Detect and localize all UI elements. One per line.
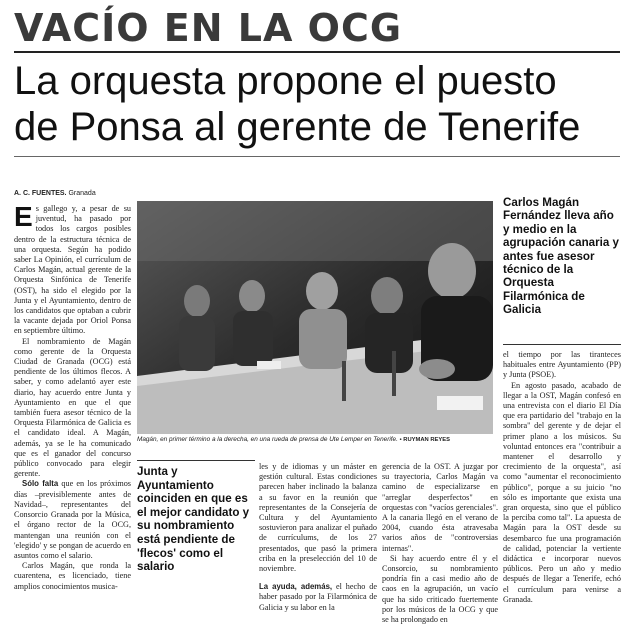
photo-caption: [137, 436, 493, 444]
kicker-rule: [14, 51, 620, 53]
paragraph: Sólo falta que en los próximos días –previsiblemente antes de Navidad–, representantes del Consorcio Granada por la Música, el órgano rector de la OCG, mantengan una reunión con el 'elegido' y se pongan de acuerdo en asuntos como el salario.: [14, 479, 131, 560]
paragraph: el tiempo por las tiranteces habituales entre Ayuntamiento (PP) y Junta (PSOE).: [503, 350, 621, 380]
article-column-4: [382, 462, 498, 625]
byline-location: Granada: [68, 190, 96, 197]
pull-quote-middle: Junta y Ayuntamiento coinciden en que es el mejor candidato y su nombramiento está pendiente de 'flecos' como el salario: [137, 465, 250, 574]
paragraph: Carlos Magán, que ronda la cuarentena, es licenciado, tiene amplios conocimientos musica-: [14, 561, 131, 591]
headline-line-2: de Ponsa al gerente de Tenerife: [14, 105, 581, 149]
pull-quote-rule: [503, 344, 621, 345]
paragraph: El nombramiento de Magán como gerente de la Orquesta Ciudad de Granada (OCG) está pendiente de los últimos flecos. A saber, y como adelantó ayer este diario, hay acuerdo entre Junta y Ayuntamiento en que el que también fuera asesor técnico de la Orquesta Filarmónica de Galicia es el candidato ideal. A Magán, además, ya se le ha comunicado que es el ganador del concurso público convocado para elegir gerente.: [14, 336, 131, 479]
pull-quote-rule: [137, 460, 255, 461]
caption-text: Magán, en primer término a la derecha, en una rueda de prensa de Ute Lemper en Tenerife.: [137, 436, 398, 443]
headline-line-1: La orquesta propone el puesto: [14, 59, 557, 103]
paragraph: En agosto pasado, acabado de llegar a la OST, Magán confesó en una entrevista con el diario El Día que era partidario del "trabajo en la sombra" del gerente y de dejar el primer plano a los músicos. Su voluntad entonces era "contribuir a mantener el desarrollo y crecimiento de la orquesta", así como "aumentar el reconocimiento público", porque a su juicio "no sólo es importante que exista una gran orquesta, sino que el público la perciba como tal". La apuesta de Magán para la OST desde su desembarco fue una programación de calidad, potenciar la vertiente didáctica e incorporar nuevos públicos. Pero un año y medio después de llegar a Tenerife, echó el currículum para venirse a Granada.: [503, 380, 621, 604]
paragraph: Es gallego y, a pesar de su juventud, ha pasado por todos los cargos posibles dentro de la estructura técnica de una orquesta. Según ha podido saber La Opinión, el currículum de Carlos Magán, actual gerente de la Orquesta Sinfónica de Tenerife (OST), ha sido el elegido por la Junta y el Ayuntamiento, dentro de los candidatos que optaban a cubrir la vacante dejada por Oriol Ponsa en septiembre último.: [14, 201, 131, 336]
byline-author: A. C. FUENTES.: [14, 190, 67, 197]
paragraph: gerencia de la OST. A juzgar por su trayectoria, Carlos Magán va camino de especializarse en "arreglar desperfectos" en orquestas con "vacíos gerenciales". A la canaria llegó en el verano de 2004, cuando ésta atravesaba varios años de "controversias internas".: [382, 462, 498, 553]
photo-credit: • RUYMAN REYES: [399, 437, 450, 443]
run-in-lead: Sólo falta: [22, 479, 59, 489]
headline-rule: [14, 156, 620, 157]
run-in-lead: La ayuda, además,: [259, 582, 333, 592]
drop-cap: E: [14, 201, 33, 232]
article-column-1: [14, 201, 131, 592]
article-column-5: [503, 350, 621, 605]
pull-quote-right: Carlos Magán Fernández lleva año y medio en la agrupación canaria y antes fue asesor técnico de la Orquesta Filarmónica de Galicia: [503, 196, 619, 317]
press-conference-photo: [137, 201, 493, 434]
paragraph: les y de idiomas y un máster en gestión cultural. Estas condiciones parecen haber inclinado la balanza a su favor en la reunión que representantes de la Consejería de Cultura y del Ayuntamiento sostuvieron para analizar el puñado de currículums, de los 27 presentados, que pasó la primera criba en la preselección del 10 de noviembre.: [259, 462, 377, 574]
paragraph: Si hay acuerdo entre él y el Consorcio, su nombramiento pondría fin a casi medio año de caos en la agrupación, un vacío que ha sido criticado fuertemente por los músicos de la OCG y que se ha prolongado en: [382, 553, 498, 625]
article-column-3: [259, 462, 377, 613]
paragraph: La ayuda, además, el hecho de haber pasado por la Filarmónica de Galicia y su labor en la: [259, 582, 378, 612]
section-kicker: VACÍO EN LA OCG: [14, 6, 403, 50]
headline: [14, 58, 624, 150]
photo-illustration: [137, 201, 493, 434]
byline: [14, 190, 96, 197]
